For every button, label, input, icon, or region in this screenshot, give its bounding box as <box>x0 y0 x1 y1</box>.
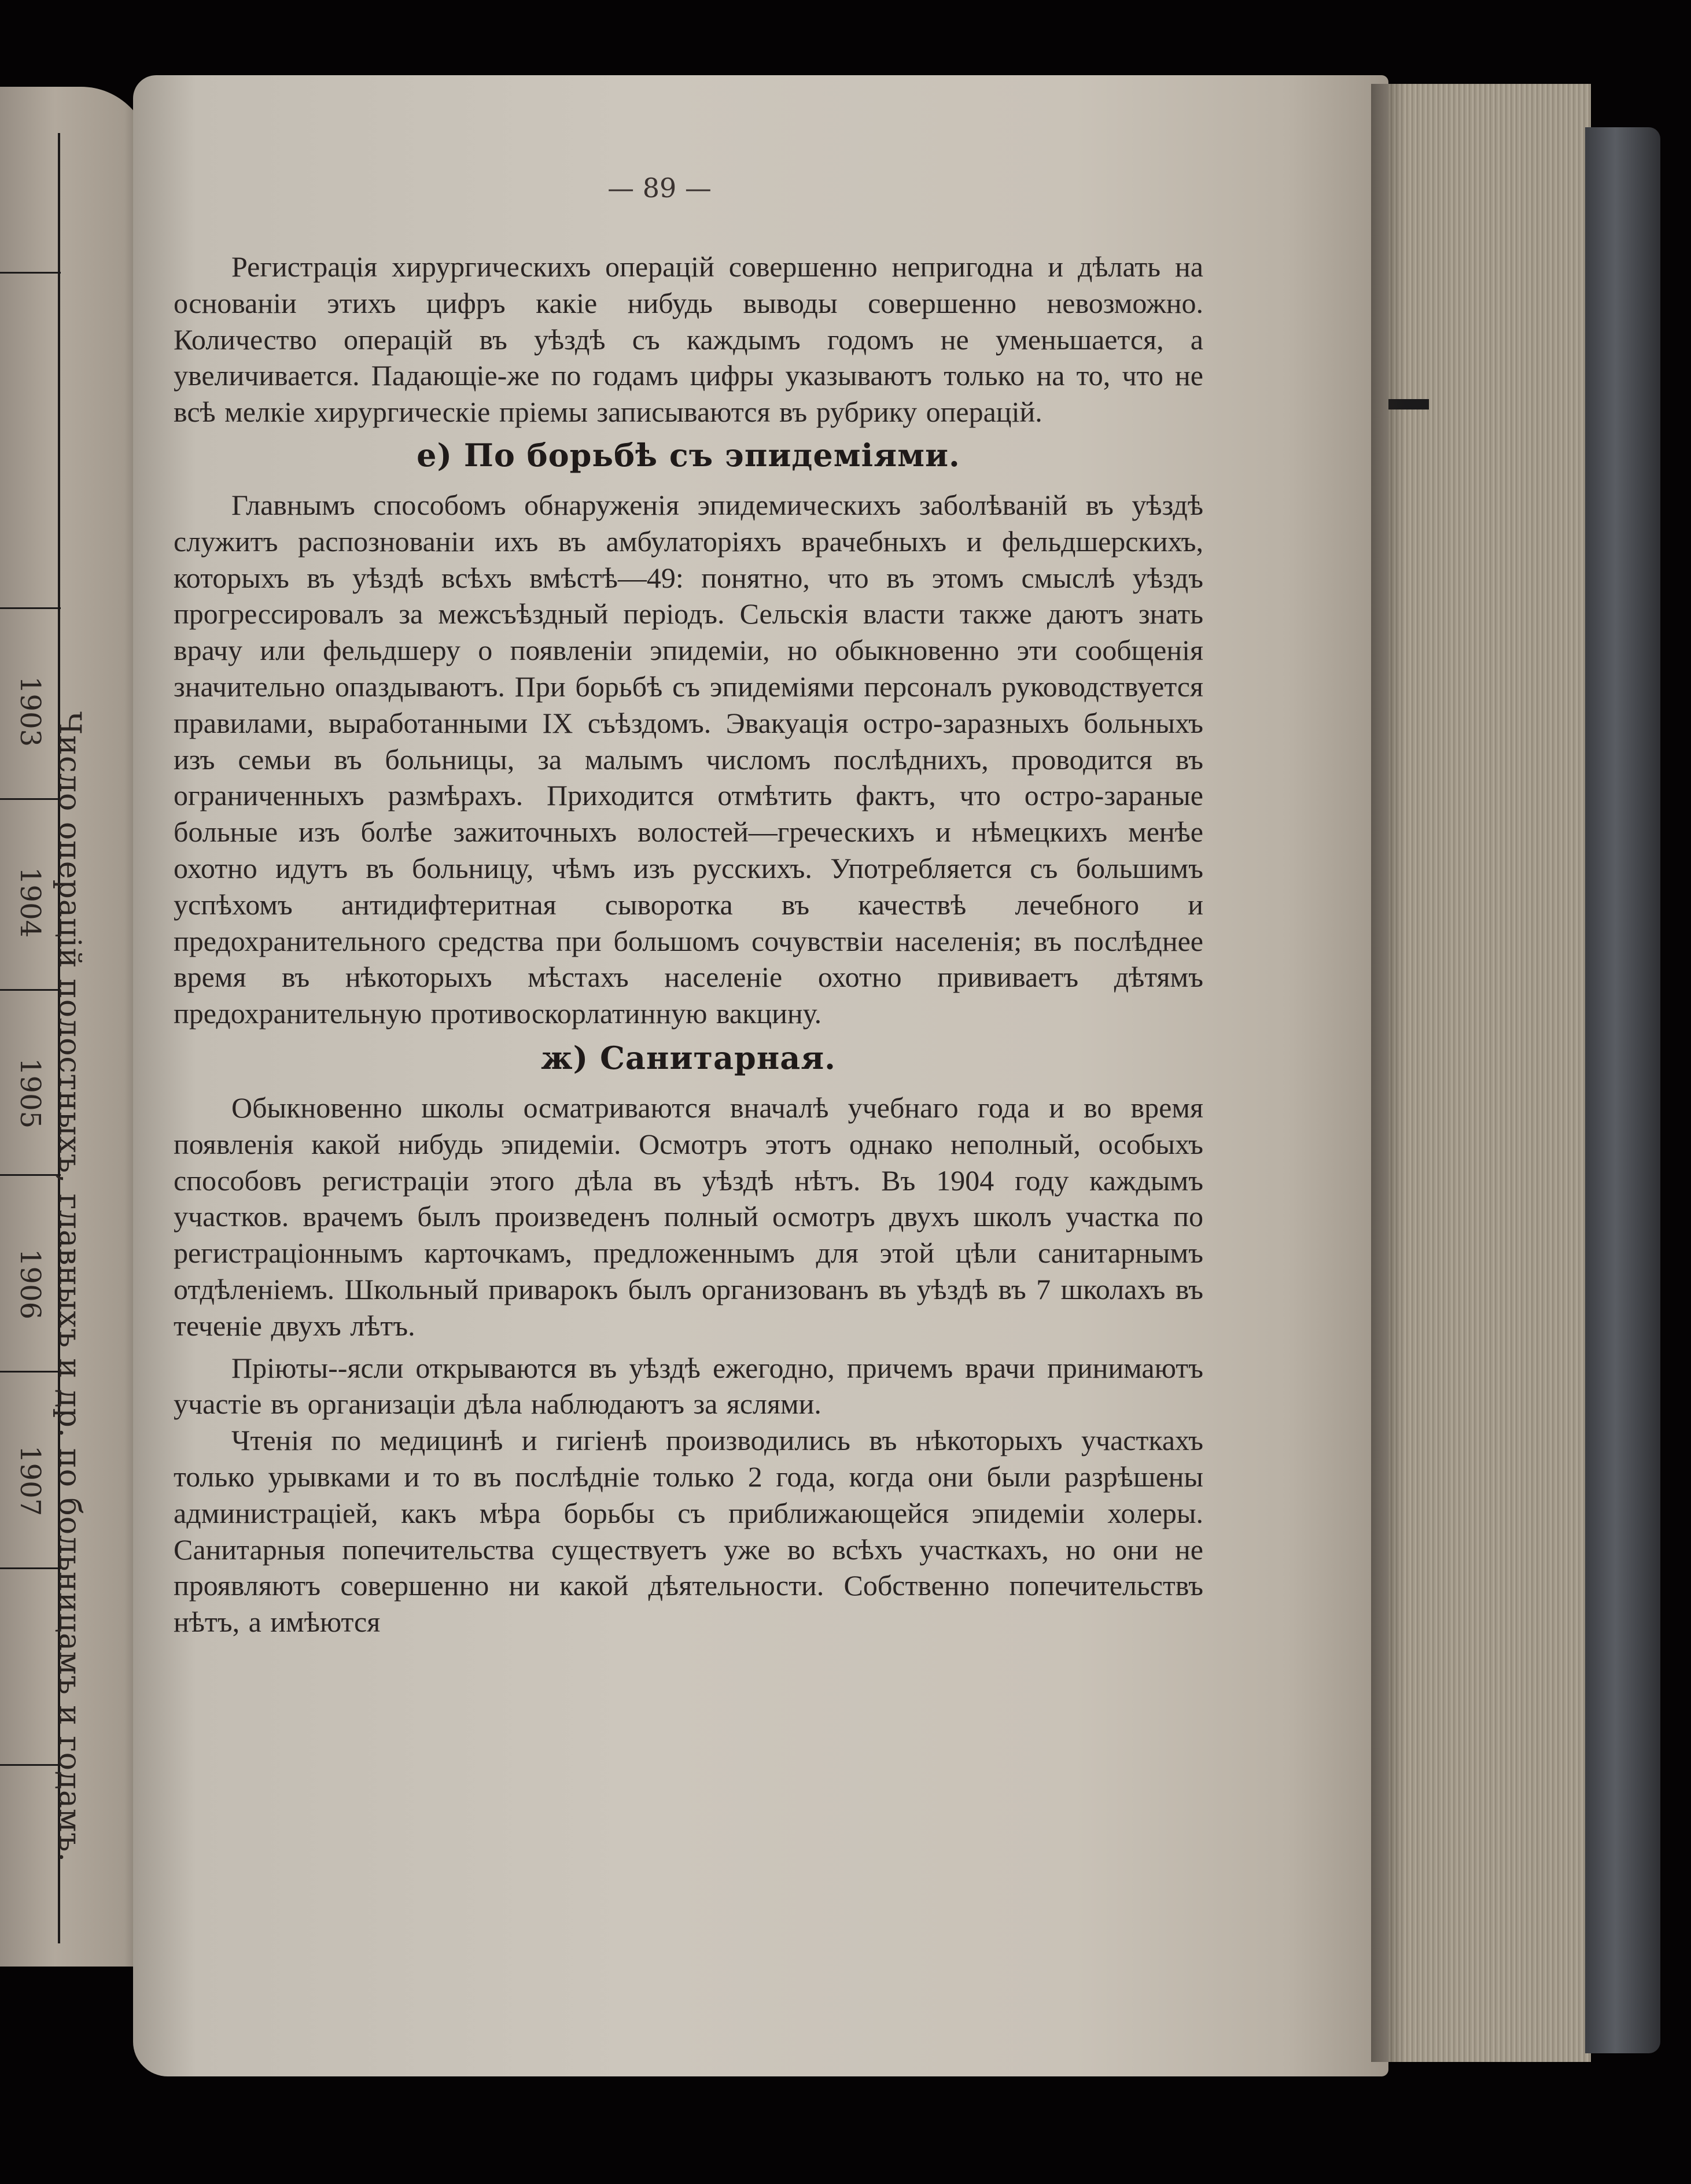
left-page-year: 1906 <box>14 1248 46 1320</box>
left-page-rule <box>0 607 61 609</box>
left-facing-page <box>0 87 150 1967</box>
left-page-caption: Число операцій полостныхъ, главныхъ и др. по больницамъ и годамъ. <box>52 711 87 1863</box>
book-cover <box>1585 127 1660 2053</box>
intro-paragraph: Регистрація хирургическихъ операцій совершенно непригодна и дѣлать на основаніи этихъ цифръ какіе нибудь выводы совершенно невозможно. Количество операцій въ уѣздѣ съ каждымъ годомъ не уменьшается, а увеличивается. Падающіе-же по годамъ цифры указываютъ только на то, что не всѣ мелкіе хирургическіе пріемы записываются въ рубрику операцій. <box>174 250 1203 429</box>
left-page-year: 1903 <box>14 676 46 747</box>
left-page-year: 1907 <box>14 1445 46 1517</box>
left-page-year: 1904 <box>14 866 46 938</box>
left-page-year: 1905 <box>14 1057 46 1129</box>
section-e-heading: е) По борьбѣ съ эпидеміями. <box>417 436 960 474</box>
page-gutter-shadow <box>1371 84 1406 2062</box>
section-zh-paragraph: Обыкновенно школы осматриваются вначалѣ учебнаго года и во время появленія какой нибудь эпидеміи. Осмотръ этотъ однако неполный, особыхъ способовъ регистраціи этого дѣла въ уѣздѣ нѣтъ. Въ 1904 году каждымъ участков. врачемъ былъ произведенъ полный осмотръ двухъ школъ участка по регистраціоннымъ карточкамъ, предложеннымъ для этой цѣли санитарнымъ отдѣленіемъ. Школьный приварокъ былъ организованъ въ уѣздѣ въ 7 школахъ въ теченіе двухъ лѣтъ. <box>174 1091 1203 1342</box>
section-zh-paragraph: Чтенія по медицинѣ и гигіенѣ производились въ нѣкоторыхъ участкахъ только урывками и то въ послѣдніе только 2 года, когда они были разрѣшены администраціей, какъ мѣра борьбы съ приближающейся эпидеміи холеры. Санитарныя попечительства существуетъ уже во всѣхъ участкахъ, но они не проявляютъ совершенно ни какой дѣятельности. Собственно попечительствъ нѣтъ, а имѣются <box>174 1424 1203 1639</box>
text-column <box>174 249 1203 1640</box>
section-zh-paragraph: Пріюты--ясли открываются въ уѣздѣ ежегодно, причемъ врачи принимаютъ участіе въ организаціи дѣла наблюдаютъ за яслями. <box>174 1351 1203 1421</box>
paragraph-spacer <box>174 1344 1203 1350</box>
section-zh-heading: ж) Санитарная. <box>541 1039 836 1076</box>
page-block-edges <box>1383 84 1591 2062</box>
page-number: — 89 — <box>607 172 712 204</box>
section-e-paragraph: Главнымъ способомъ обнаруженія эпидемическихъ заболѣваній въ уѣздѣ служитъ распознованіи ихъ въ амбулаторіяхъ врачебныхъ и фельдшерскихъ, которыхъ въ уѣздѣ всѣхъ вмѣстѣ—49: понятно, что въ этомъ смыслѣ уѣздъ прогрессировалъ за межсъѣздный періодъ. Сельскія власти также даютъ знать врачу или фельдшеру о появленіи эпидеміи, но обыкновенно эти сообщенія значительно опаздываютъ. При борьбѣ съ эпидеміями персоналъ руководствуется правилами, выработанными IX съѣздомъ. Эвакуація остро-заразныхъ больныхъ изъ семьи въ больницы, за малымъ числомъ послѣднихъ, проводится въ ограниченныхъ размѣрахъ. Приходится отмѣтить фактъ, что остро-зараные больные изъ болѣе зажиточныхъ волостей—греческихъ и нѣмецкихъ менѣе охотно идутъ въ больницу, чѣмъ изъ русскихъ. Употребляется съ большимъ успѣхомъ антидифтеритная сыворотка въ качествѣ лечебного и предохранительного средства при большомъ сочувствіи населенія; въ послѣднее время въ нѣкоторыхъ мѣстахъ населеніе охотно прививаетъ дѣтямъ предохранительную противоскорлатинную вакцину. <box>174 488 1203 1030</box>
left-page-rule <box>0 272 61 274</box>
